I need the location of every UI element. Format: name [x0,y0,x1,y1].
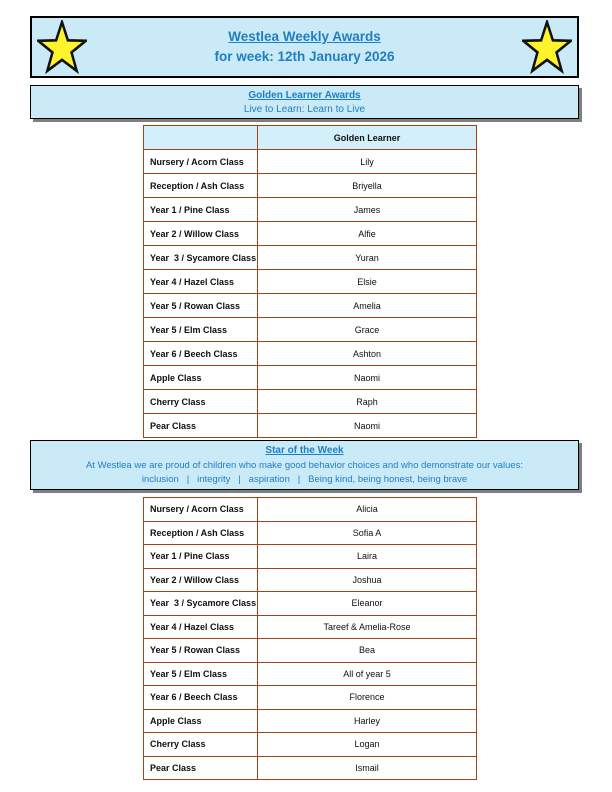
student-name-cell: Eleanor [258,592,477,616]
student-name-cell: Logan [258,733,477,757]
student-name-cell: Elsie [258,270,477,294]
table-row [144,521,477,545]
table-row [144,615,477,639]
student-name-cell: Sofia A [258,521,477,545]
student-name-cell: Bea [258,639,477,663]
class-column-header [144,126,258,150]
star-of-week-title: Star of the Week [265,445,344,456]
class-name-cell: Pear Class [144,756,258,780]
class-name-cell: Pear Class [144,414,258,438]
header-banner [30,16,579,78]
table-row [144,568,477,592]
class-name-cell: Year 2 / Willow Class [144,568,258,592]
star-of-week-banner [30,440,579,490]
header-text-block [87,27,522,67]
class-name-cell: Year 4 / Hazel Class [144,270,258,294]
golden-learner-table [143,125,477,438]
class-name-cell: Cherry Class [144,390,258,414]
golden-learner-banner [30,85,579,119]
student-name-cell: Alicia [258,498,477,522]
table-row [144,270,477,294]
table-header-row [144,126,477,150]
table-row [144,150,477,174]
student-name-cell: All of year 5 [258,662,477,686]
table-row [144,198,477,222]
student-name-cell: Ashton [258,342,477,366]
student-name-cell: James [258,198,477,222]
class-name-cell: Nursery / Acorn Class [144,498,258,522]
table-row [144,246,477,270]
student-name-cell: Yuran [258,246,477,270]
table-row [144,686,477,710]
class-name-cell: Cherry Class [144,733,258,757]
table-row [144,639,477,663]
table-row [144,222,477,246]
student-name-cell: Raph [258,390,477,414]
student-name-cell: Alfie [258,222,477,246]
student-name-cell: Naomi [258,414,477,438]
table-row [144,318,477,342]
class-name-cell: Year 6 / Beech Class [144,686,258,710]
student-name-cell: Ismail [258,756,477,780]
star-of-week-table-body [144,498,477,780]
star-of-week-description: At Westlea we are proud of children who make good behavior choices and who demonstrate our values: [85,459,524,471]
student-name-cell: Florence [258,686,477,710]
star-of-week-values: inclusion | integrity | aspiration | Being kind, being honest, being brave [141,474,468,485]
class-name-cell: Year 1 / Pine Class [144,545,258,569]
table-row [144,662,477,686]
class-name-cell: Reception / Ash Class [144,174,258,198]
student-name-cell: Naomi [258,366,477,390]
table-row [144,174,477,198]
class-name-cell: Year 5 / Elm Class [144,318,258,342]
table-row [144,545,477,569]
table-row [144,390,477,414]
student-name-cell: Joshua [258,568,477,592]
table-row [144,498,477,522]
table-row [144,366,477,390]
golden-learner-banner-title: Golden Learner Awards [248,90,361,101]
table-row [144,756,477,780]
table-row [144,294,477,318]
page-title: Westlea Weekly Awards [228,29,381,44]
class-name-cell: Year 2 / Willow Class [144,222,258,246]
class-name-cell: Year 5 / Rowan Class [144,639,258,663]
table-row [144,733,477,757]
table-row [144,414,477,438]
table-row [144,592,477,616]
week-subtitle: for week: 12th January 2026 [214,49,395,64]
golden-learner-motto: Live to Learn: Learn to Live [243,104,366,115]
student-name-cell: Harley [258,709,477,733]
class-name-cell: Year 5 / Elm Class [144,662,258,686]
student-name-cell: Briyella [258,174,477,198]
class-name-cell: Year 1 / Pine Class [144,198,258,222]
class-name-cell: Reception / Ash Class [144,521,258,545]
class-name-cell: Year 6 / Beech Class [144,342,258,366]
star-icon-right [522,20,572,74]
class-name-cell: Year 5 / Rowan Class [144,294,258,318]
student-name-cell: Laira [258,545,477,569]
student-name-cell: Grace [258,318,477,342]
student-name-cell: Amelia [258,294,477,318]
star-of-week-table [143,497,477,780]
golden-learner-column-header: Golden Learner [258,126,477,150]
student-name-cell: Tareef & Amelia-Rose [258,615,477,639]
class-name-cell: Year 3 / Sycamore Class [144,246,258,270]
class-name-cell: Year 3 / Sycamore Class [144,592,258,616]
table-row [144,342,477,366]
golden-learner-table-body [144,150,477,438]
class-name-cell: Year 4 / Hazel Class [144,615,258,639]
star-icon-left [37,20,87,74]
student-name-cell: Lily [258,150,477,174]
class-name-cell: Apple Class [144,709,258,733]
class-name-cell: Apple Class [144,366,258,390]
table-row [144,709,477,733]
class-name-cell: Nursery / Acorn Class [144,150,258,174]
